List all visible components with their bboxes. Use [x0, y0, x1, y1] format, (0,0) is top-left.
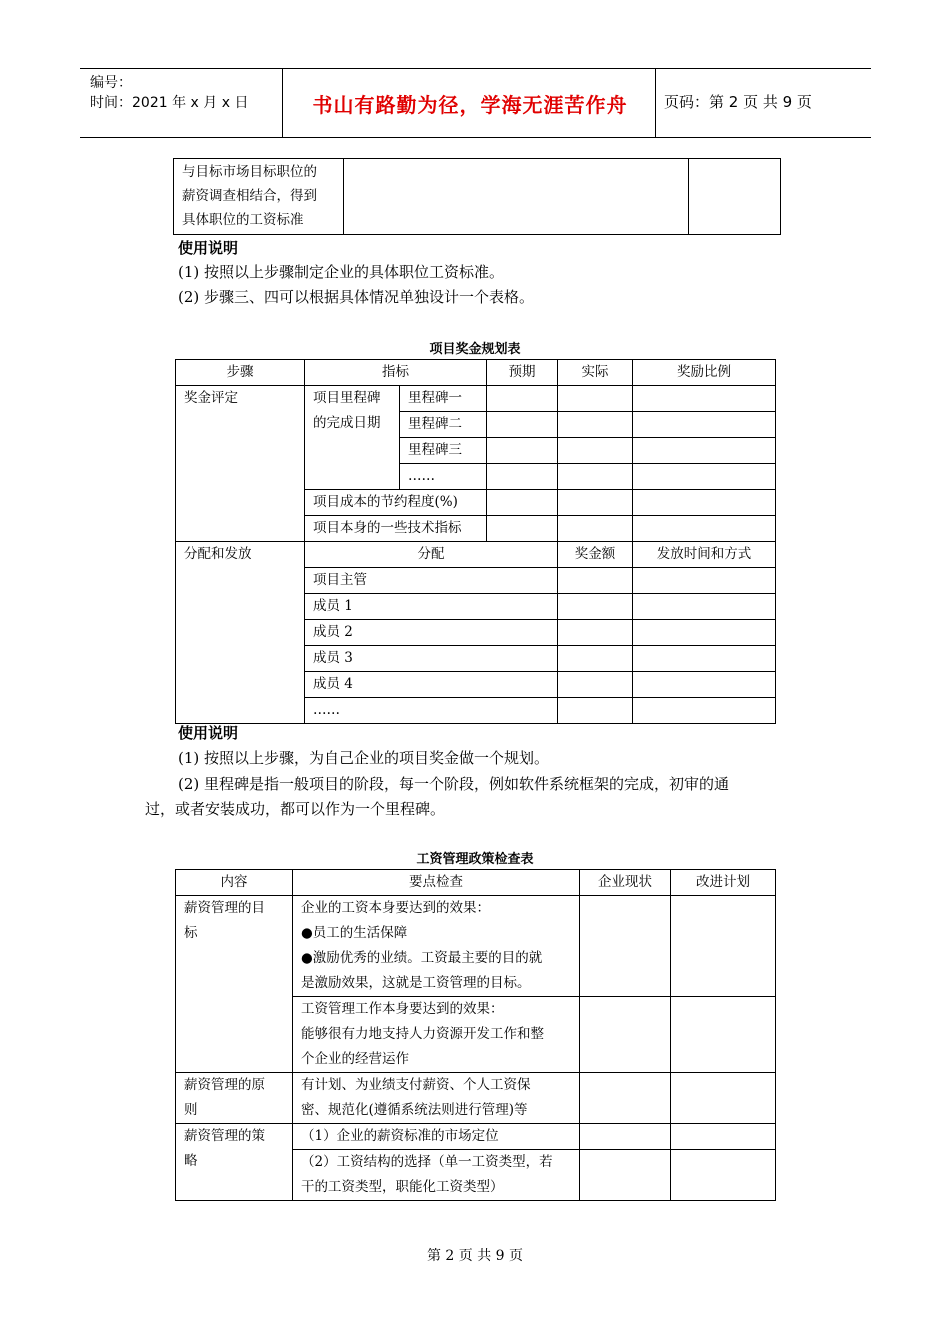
- table-cell: [558, 646, 633, 672]
- col-header: 奖励比例: [633, 360, 776, 386]
- bonus-table: [175, 359, 776, 724]
- policy-table-title: 工资管理政策检查表: [416, 852, 534, 867]
- col-header: 要点检查: [293, 870, 580, 896]
- note-item: (1) 按照以上步骤制定企业的具体职位工资标准。: [178, 263, 505, 281]
- table-cell: [633, 386, 776, 412]
- table-cell: [558, 568, 633, 594]
- table-cell: [633, 516, 776, 542]
- table-cell: [580, 1150, 671, 1201]
- table-cell: [633, 672, 776, 698]
- row-label: 薪资管理的策 略: [176, 1124, 293, 1201]
- milestone-item: 里程碑三: [400, 438, 487, 464]
- col-header: 奖金额: [558, 542, 633, 568]
- table-cell: [633, 412, 776, 438]
- table-cell: [671, 997, 776, 1073]
- note-item: (2) 步骤三、四可以根据具体情况单独设计一个表格。: [178, 288, 535, 306]
- table-cell: [487, 412, 558, 438]
- col-header: 预期: [487, 360, 558, 386]
- page-footer: 第 2 页 共 9 页: [426, 1248, 524, 1264]
- top-table-empty: [344, 159, 689, 235]
- table-cell: [671, 1124, 776, 1150]
- top-table-empty: [689, 159, 781, 235]
- step-label: 分配和发放: [176, 542, 305, 724]
- member-label: 成员 3: [305, 646, 558, 672]
- table-cell: [558, 672, 633, 698]
- table-cell: [558, 620, 633, 646]
- notes-title: 使用说明: [178, 239, 239, 257]
- table-cell: [633, 698, 776, 724]
- table-cell: [558, 464, 633, 490]
- milestone-item: 里程碑一: [400, 386, 487, 412]
- col-header: 改进计划: [671, 870, 776, 896]
- table-cell: [487, 490, 558, 516]
- col-header: 分配: [305, 542, 558, 568]
- member-label: 项目主管: [305, 568, 558, 594]
- table-cell: [558, 386, 633, 412]
- header-motto: 书山有路勤为径，学海无涯苦作舟: [312, 92, 628, 117]
- member-label: ……: [305, 698, 558, 724]
- check-item: 工资管理工作本身要达到的效果： 能够很有力地支持人力资源开发工作和整 个企业的经营运作: [293, 997, 580, 1073]
- table-cell: [633, 620, 776, 646]
- milestone-item: ……: [400, 464, 487, 490]
- table-cell: [671, 896, 776, 997]
- member-label: 成员 4: [305, 672, 558, 698]
- table-cell: [633, 490, 776, 516]
- policy-table: [175, 869, 776, 1201]
- table-cell: [633, 464, 776, 490]
- member-label: 成员 1: [305, 594, 558, 620]
- table-cell: [487, 386, 558, 412]
- check-item: （1）企业的薪资标准的市场定位: [293, 1124, 580, 1150]
- code-label: 编号：: [90, 75, 132, 91]
- table-cell: [487, 438, 558, 464]
- table-cell: [558, 438, 633, 464]
- table-cell: [580, 997, 671, 1073]
- table-cell: [487, 516, 558, 542]
- col-header: 步骤: [176, 360, 305, 386]
- col-header: 内容: [176, 870, 293, 896]
- time-label: 时间：2021 年 x 月 x 日: [90, 95, 249, 111]
- note-item: (2) 里程碑是指一般项目的阶段，每一个阶段，例如软件系统框架的完成，初审的通: [178, 775, 730, 793]
- top-table-cell: 与目标市场目标职位的 薪资调查相结合，得到 具体职位的工资标准: [174, 159, 344, 235]
- table-cell: [558, 594, 633, 620]
- col-header: 指标: [305, 360, 487, 386]
- col-header: 实际: [558, 360, 633, 386]
- check-item: 企业的工资本身要达到的效果： ●员工的生活保障 ●激励优秀的业绩。工资最主要的目的就 是激励效果，这就是工资管理的目标。: [293, 896, 580, 997]
- header-divider: [282, 69, 283, 137]
- check-item: 有计划、为业绩支付薪资、个人工资保 密、规范化(遵循系统法则进行管理)等: [293, 1073, 580, 1124]
- page-header: [80, 68, 871, 138]
- row-label: 薪资管理的原 则: [176, 1073, 293, 1124]
- table-cell: [633, 594, 776, 620]
- notes-title: 使用说明: [178, 724, 239, 742]
- table-cell: [558, 412, 633, 438]
- milestone-label: 项目里程碑 的完成日期: [305, 386, 400, 490]
- table-cell: [633, 438, 776, 464]
- table-cell: [558, 698, 633, 724]
- member-label: 成员 2: [305, 620, 558, 646]
- milestone-item: 里程碑二: [400, 412, 487, 438]
- table-cell: [580, 896, 671, 997]
- table-cell: [558, 490, 633, 516]
- table-cell: [558, 516, 633, 542]
- col-header: 企业现状: [580, 870, 671, 896]
- bonus-table-title: 项目奖金规划表: [429, 342, 521, 357]
- row-label: 薪资管理的目 标: [176, 896, 293, 1073]
- table-cell: [580, 1124, 671, 1150]
- header-divider: [655, 69, 656, 137]
- check-item: （2）工资结构的选择（单一工资类型，若 干的工资类型，职能化工资类型）: [293, 1150, 580, 1201]
- table-cell: [671, 1073, 776, 1124]
- tech-row-label: 项目本身的一些技术指标: [305, 516, 487, 542]
- table-cell: [633, 568, 776, 594]
- header-page-info: 页码：第 2 页 共 9 页: [664, 93, 812, 111]
- note-item: (1) 按照以上步骤，为自己企业的项目奖金做一个规划。: [178, 749, 550, 767]
- note-item: 过，或者安装成功，都可以作为一个里程碑。: [145, 800, 446, 818]
- table-cell: [487, 464, 558, 490]
- col-header: 发放时间和方式: [633, 542, 776, 568]
- header-meta: [90, 73, 248, 113]
- step-label: 奖金评定: [176, 386, 305, 542]
- top-table: [173, 158, 781, 235]
- cost-row-label: 项目成本的节约程度(%): [305, 490, 487, 516]
- table-cell: [633, 646, 776, 672]
- table-cell: [580, 1073, 671, 1124]
- table-cell: [671, 1150, 776, 1201]
